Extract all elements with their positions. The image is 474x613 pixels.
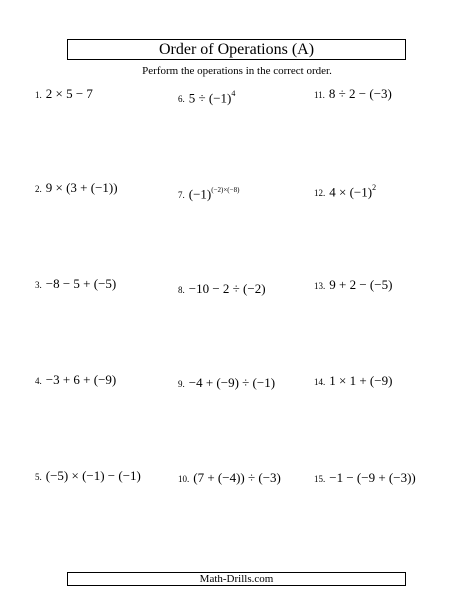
problem-expression: 4 × (−1) xyxy=(329,184,373,200)
problem-expression: −3 + 6 + (−9) xyxy=(45,372,117,387)
problem-2 xyxy=(35,180,118,197)
problem-number: 7. xyxy=(178,190,185,201)
problem-8 xyxy=(178,281,266,298)
worksheet-title: Order of Operations (A) xyxy=(67,39,406,60)
problem-7 xyxy=(178,182,239,203)
problem-expression: 2 × 5 − 7 xyxy=(45,86,93,101)
problem-exponent: 2 xyxy=(372,183,377,192)
problem-expression: −1 − (−9 + (−3)) xyxy=(329,470,416,485)
problem-15 xyxy=(314,470,416,487)
problem-expression: (−1) xyxy=(188,186,212,202)
problem-number: 3. xyxy=(35,280,42,290)
problem-14 xyxy=(314,373,392,390)
problem-expression: (−5) × (−1) − (−1) xyxy=(45,468,141,483)
problem-number: 14. xyxy=(314,377,326,387)
problem-exponent: (−2)×(−8) xyxy=(211,186,240,194)
problem-number: 12. xyxy=(314,188,326,199)
problem-number: 11. xyxy=(314,90,325,100)
problem-number: 8. xyxy=(178,285,185,295)
problem-expression: (7 + (−4)) ÷ (−3) xyxy=(193,470,281,485)
problem-number: 2. xyxy=(35,184,42,194)
problem-expression: 5 ÷ (−1) xyxy=(188,90,232,106)
problem-expression: −4 + (−9) ÷ (−1) xyxy=(188,375,276,390)
problem-number: 10. xyxy=(178,474,190,484)
problem-5 xyxy=(35,468,141,485)
problem-6 xyxy=(178,86,235,107)
problem-3 xyxy=(35,276,116,293)
problem-number: 6. xyxy=(178,94,185,105)
problem-12 xyxy=(314,180,376,201)
problem-expression: −10 − 2 ÷ (−2) xyxy=(188,281,266,296)
problem-number: 1. xyxy=(35,90,42,100)
problem-number: 15. xyxy=(314,474,326,484)
problem-expression: −8 − 5 + (−5) xyxy=(45,276,117,291)
problem-exponent: 4 xyxy=(231,89,236,98)
problem-number: 13. xyxy=(314,281,326,291)
problem-number: 5. xyxy=(35,472,42,482)
problem-expression: 9 + 2 − (−5) xyxy=(329,277,393,292)
problem-10 xyxy=(178,470,281,487)
problem-11 xyxy=(314,86,392,103)
problem-expression: 9 × (3 + (−1)) xyxy=(45,180,118,195)
problem-number: 4. xyxy=(35,376,42,386)
problem-number: 9. xyxy=(178,379,185,389)
problem-expression: 8 ÷ 2 − (−3) xyxy=(328,86,392,101)
footer-site-link[interactable]: Math-Drills.com xyxy=(67,572,406,586)
instructions: Perform the operations in the correct order. xyxy=(142,65,332,77)
problem-expression: 1 × 1 + (−9) xyxy=(329,373,393,388)
problem-4 xyxy=(35,372,116,389)
problem-13 xyxy=(314,277,392,294)
problem-9 xyxy=(178,375,275,392)
problem-1 xyxy=(35,86,93,103)
